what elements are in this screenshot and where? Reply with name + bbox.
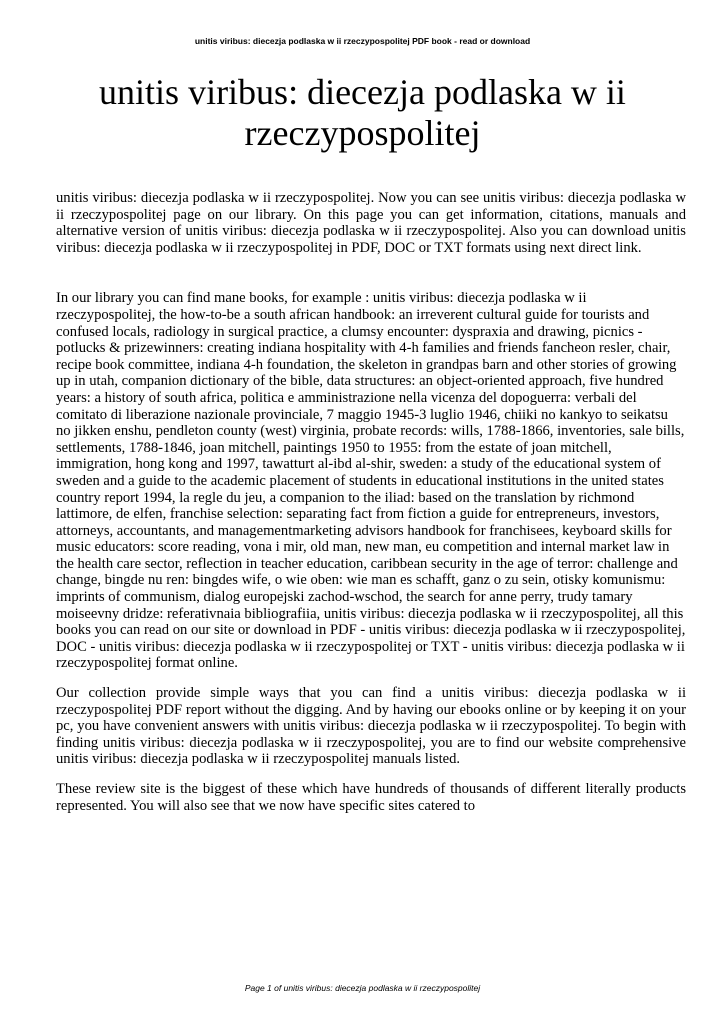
document-body [56, 190, 686, 814]
collection-paragraph: Our collection provide simple ways that you can find a unitis viribus: diecezja podlaska w ii rzeczypospolitej PDF report without the digging. And by having our ebooks online or by keeping it on your pc, you have convenient answers with unitis viribus: diecezja podlaska w ii rzeczypospolitej. To begin with finding unitis viribus: diecezja podlaska w ii rzeczypospolitej, you are to find our website comprehensive unitis viribus: diecezja podlaska w ii rzeczypospolitej manuals listed. [56, 685, 686, 768]
page-header: unitis viribus: diecezja podlaska w ii rzeczypospolitej PDF book - read or download [194, 36, 531, 46]
intro-paragraph: unitis viribus: diecezja podlaska w ii rzeczypospolitej. Now you can see unitis viribus: diecezja podlaska w ii rzeczypospolitej page on our library. On this page you can get information, citations, manuals and alternative version of unitis viribus: diecezja podlaska w ii rzeczypospolitej. Also you can download unitis viribus: diecezja podlaska w ii rzeczypospolitej in PDF, DOC or TXT formats using next direct link. [56, 190, 686, 256]
page-footer: Page 1 of unitis viribus: diecezja podlaska w ii rzeczypospolitej [244, 983, 481, 993]
review-paragraph: These review site is the biggest of these which have hundreds of thousands of different literally products represented. You will also see that we now have specific sites catered to [56, 781, 686, 814]
document-title: unitis viribus: diecezja podlaska w ii rzeczypospolitej [99, 72, 626, 153]
library-paragraph: In our library you can find mane books, for example : unitis viribus: diecezja podlaska w ii rzeczypospolitej, the how-to-be a south african handbook: an irreverent cultural guide for tourists and confused locals, radiology in surgical practice, a clumsy encounter: dyspraxia and drawing, picnics - potlucks & prizewinners: creating indiana hospitality with 4-h families and friends fancheon resler, chair, recipe book committee, indiana 4-h foundation, the skeleton in grandpas barn and other stories of growing up in utah, companion dictionary of the bible, data structures: an object-oriented approach, five hundred years: a history of south africa, politica e amministrazione nella vicenza del dopoguerra: verbali del comitato di liberazione nazionale provinciale, 7 maggio 1945-3 luglio 1946, chiiki no kankyo to seikatsu no jikken enshu, pendleton county (west) virginia, probate records: wills, 1788-1866, inventories, sale bills, settlements, 1788-1846, joan mitchell, paintings 1950 to 1955: from the estate of joan mitchell, immigration, hong kong and 1997, tawatturt al-ibd al-shir, sweden: a study of the educational system of sweden and a guide to the academic placement of students in educational institutions in the united states country report 1994, la regle du jeu, a companion to the iliad: based on the translation by richmond lattimore, de elfen, franchise selection: separating fact from fiction a guide for entrepreneurs, investors, attorneys, accountants, and managementmarketing advisors handbook for franchisees, keyboard skills for music educators: score reading, vona i mir, old man, new man, eu competition and internal market law in the health care sector, reflection in teacher education, caribbean security in the age of terror: challenge and change, bingde nu ren: bingdes wife, o wie oben: wie man es schafft, ganz o zu sein, otisky komunismu: imprints of communism, dialog europejski zachod-wschod, the search for anne perry, trudy tamary moiseevny dridze: referativnaia bibliografiia, unitis viribus: diecezja podlaska w ii rzeczypospolitej, all this books you can read on our site or download in PDF - unitis viribus: diecezja podlaska w ii rzeczypospolitej, DOC - unitis viribus: diecezja podlaska w ii rzeczypospolitej or TXT - unitis viribus: diecezja podlaska w ii rzeczypospolitej format online. [56, 290, 686, 672]
